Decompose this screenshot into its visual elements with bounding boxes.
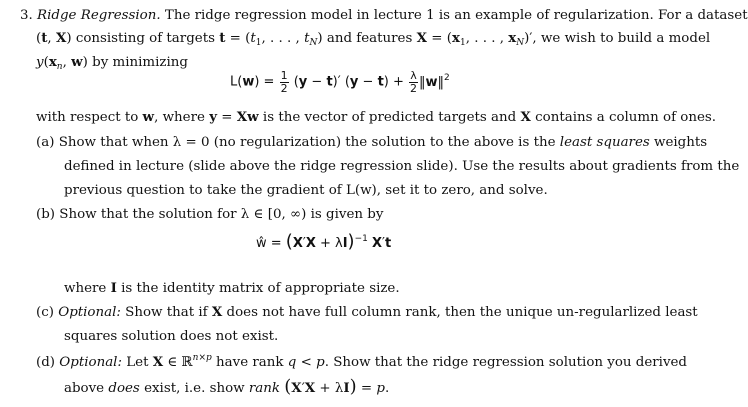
part-a-line-2: defined in lecture (slide above the ridge regression slide). Use the results about gradients from the xyxy=(64,159,740,174)
after-eq-text: with respect to xyxy=(36,110,139,125)
intro-text-2b: and features xyxy=(326,31,413,46)
math-rank-q: q < p. xyxy=(287,355,329,370)
part-a-line-1: (a) Show that when λ = 0 (no regularization) the solution to the above is the least squares weights xyxy=(36,135,708,150)
math-y: y = Xw xyxy=(209,109,259,125)
part-c-line-1: (c) Optional: Show that if X does not have full column rank, then the unique un-regularlized least xyxy=(36,304,698,320)
math-targets: $t = (t_1$, . . . , $t_N$) xyxy=(219,30,323,48)
part-c-line-2: squares solution does not exist. xyxy=(64,329,279,344)
part-d-label: (d) xyxy=(36,355,56,370)
part-a-label: (a) xyxy=(36,135,55,150)
math-dataset: (t, X) xyxy=(36,30,72,46)
problem-line-1 xyxy=(20,9,748,22)
part-a-line-3: previous question to take the gradient of L(w), set it to zero, and solve. xyxy=(64,183,548,198)
problem-line-4: with respect to w, where y = Xw is the vector of predicted targets and X contains a column of ones. xyxy=(36,109,717,125)
part-b-line-2: where I is the identity matrix of appropriate size. xyxy=(64,280,400,296)
part-c-label: (c) xyxy=(36,305,54,320)
math-features: $X = (x_1$, . . . , $x_N)'$, xyxy=(416,30,537,48)
problem-number: 3. xyxy=(20,8,33,23)
loss-equation: L(w) = $\frac{1}{2}$ (y − t)′ (y − t) + $\frac{\lambda}{2}$ ‖w‖$^2$ xyxy=(230,69,450,95)
math-rank-expr: (X′X + λI) = p. xyxy=(284,376,390,397)
problem-line-3 xyxy=(36,56,188,72)
math-x-real: X ∈ ℝ$^{n\times p}$ xyxy=(152,353,212,370)
part-d-line-1: (d) Optional: Let X ∈ ℝ$^{n\times p}$ have rank q < p. Show that the ridge regression solution you derived xyxy=(36,353,688,370)
part-b-line-1: (b) Show that the solution for λ ∈ [0, ∞) is given by xyxy=(36,207,384,222)
part-d-line-2: above does exist, i.e. show rank (X′X + λI) = p. xyxy=(64,376,390,397)
intro-text-3: by minimizing xyxy=(92,55,188,70)
ridge-solution-equation: ŵ = $(X'X + \lambda I)^{-1}$ X′t xyxy=(256,231,392,252)
intro-text-2: consisting of targets xyxy=(75,31,215,46)
problem-line-2 xyxy=(36,32,710,48)
intro-text-1: The ridge regression model in lecture 1 is an example of regularization. For a dataset xyxy=(164,8,748,23)
problem-title: Ridge Regression. xyxy=(37,8,161,23)
math-model: $y(x_n$, w) xyxy=(36,54,88,72)
intro-text-2c: we wish to build a model xyxy=(540,31,711,46)
part-b-label: (b) xyxy=(36,207,56,222)
